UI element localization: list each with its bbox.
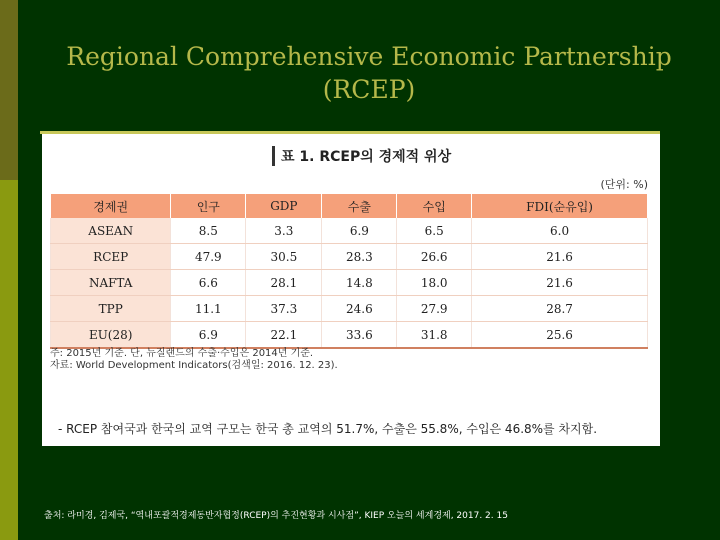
table-cell: 47.9 bbox=[171, 244, 246, 270]
table-cell: 11.1 bbox=[171, 296, 246, 322]
table-row bbox=[51, 270, 648, 296]
table-cell: 21.6 bbox=[472, 270, 648, 296]
table-cell: 18.0 bbox=[397, 270, 472, 296]
table-row bbox=[51, 322, 648, 349]
col-header: 수출 bbox=[322, 194, 397, 218]
table-cell: 26.6 bbox=[397, 244, 472, 270]
col-header: GDP bbox=[246, 194, 322, 218]
table-notes bbox=[50, 348, 338, 372]
col-header: FDI(순유입) bbox=[472, 194, 648, 218]
table-cell: 14.8 bbox=[322, 270, 397, 296]
table-cell: 6.9 bbox=[171, 322, 246, 349]
row-label: EU(28) bbox=[51, 322, 171, 349]
table-cell: 28.7 bbox=[472, 296, 648, 322]
table-cell: 33.6 bbox=[322, 322, 397, 349]
table-cell: 6.6 bbox=[171, 270, 246, 296]
table-cell: 22.1 bbox=[246, 322, 322, 349]
trade-summary: - RCEP 참여국과 한국의 교역 구모는 한국 총 교역의 51.7%, 수출은 55.8%, 수입은 46.8%를 차지함. bbox=[58, 422, 598, 436]
table-cell: 27.9 bbox=[397, 296, 472, 322]
table-cell: 6.9 bbox=[322, 218, 397, 244]
table-unit: (단위: %) bbox=[600, 178, 648, 191]
row-label: RCEP bbox=[51, 244, 171, 270]
table-cell: 28.1 bbox=[246, 270, 322, 296]
table-row bbox=[51, 296, 648, 322]
title-line-1: Regional Comprehensive Economic Partnership bbox=[66, 42, 672, 71]
table-cell: 6.5 bbox=[397, 218, 472, 244]
table-note: 주: 2015년 기준. 단, 뉴질랜드의 수출·수입은 2014년 기준. bbox=[50, 348, 314, 359]
table-cell: 24.6 bbox=[322, 296, 397, 322]
table-cell: 31.8 bbox=[397, 322, 472, 349]
table-cell: 30.5 bbox=[246, 244, 322, 270]
row-label: ASEAN bbox=[51, 218, 171, 244]
table-source-note: 자료: World Development Indicators(검색일: 2016. 12. 23). bbox=[50, 360, 338, 371]
col-header: 경제권 bbox=[51, 194, 171, 218]
table-image-panel bbox=[42, 134, 660, 446]
table-cell: 3.3 bbox=[246, 218, 322, 244]
table-cell: 28.3 bbox=[322, 244, 397, 270]
row-label: TPP bbox=[51, 296, 171, 322]
decor-stripe-bottom bbox=[0, 180, 18, 540]
table-cell: 21.6 bbox=[472, 244, 648, 270]
slide-title bbox=[18, 40, 720, 106]
table-title: 표 1. RCEP의 경제적 위상 bbox=[272, 146, 451, 166]
table-row bbox=[51, 218, 648, 244]
table-row bbox=[51, 244, 648, 270]
rcep-table bbox=[50, 194, 648, 349]
col-header: 인구 bbox=[171, 194, 246, 218]
slide-source: 출처: 라미경, 김제국, “역내포괄적경제동반자협정(RCEP)의 추진현황과 시사점”, KIEP 오늘의 세계경제, 2017. 2. 15 bbox=[44, 511, 508, 521]
table-cell: 6.0 bbox=[472, 218, 648, 244]
table-header-row bbox=[51, 194, 648, 218]
table-cell: 37.3 bbox=[246, 296, 322, 322]
decor-stripe-top bbox=[0, 0, 18, 180]
table-cell: 25.6 bbox=[472, 322, 648, 349]
col-header: 수입 bbox=[397, 194, 472, 218]
title-line-2: (RCEP) bbox=[322, 75, 416, 104]
row-label: NAFTA bbox=[51, 270, 171, 296]
table-cell: 8.5 bbox=[171, 218, 246, 244]
